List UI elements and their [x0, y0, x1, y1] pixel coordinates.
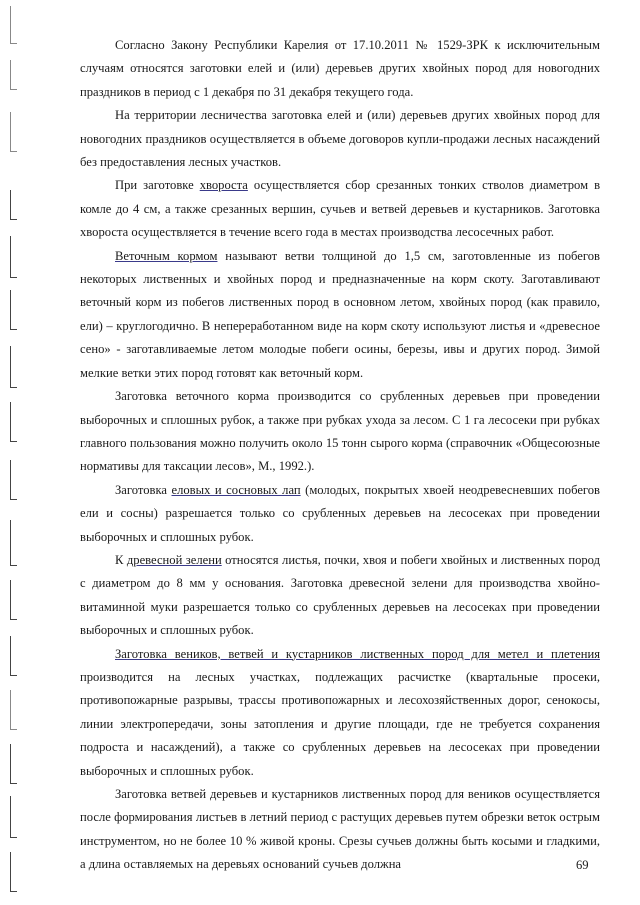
margin-tick [10, 690, 17, 730]
margin-tick [10, 236, 17, 278]
margin-tick [10, 852, 17, 892]
margin-tick [10, 60, 17, 90]
body-text [80, 34, 600, 877]
text-run: Согласно Закону Республики Карелия от 17.10.2011 № 1529-ЗРК к исключительным случаям относятся заготовки елей и (или) деревьев других хвойных пород для новогодних праздников в период с 1 декабря по 31 декабря текущего года. [80, 38, 600, 99]
paragraph [80, 34, 600, 104]
margin-tick [10, 112, 17, 152]
text-run: производится на лесных участках, подлежащих расчистке (квартальные просеки, противопожарные разрывы, трассы противопожарных и лесохозяйственных дорог, сенокосы, линии электропередачи, зоны затопления и другие площади, где не требуется сохранения подроста и насаждений), а также со срубленных деревьев на лесосеках при проведении выборочных и сплошных рубок. [80, 669, 600, 778]
margin-tick [10, 744, 17, 784]
margin-tick [10, 460, 17, 500]
text-run: Заготовка [115, 482, 172, 497]
margin-tick [10, 580, 17, 620]
margin-tick [10, 636, 17, 676]
margin-tick [10, 6, 17, 44]
text-run: К [115, 552, 127, 567]
paragraph [80, 245, 600, 385]
text-run: На территории лесничества заготовка елей и (или) деревьев других хвойных пород для новогодних праздников осуществляется в объеме договоров купли-продажи лесных насаждений без предоставления лесных участков. [80, 108, 600, 170]
paragraph [80, 174, 600, 244]
underlined-term: еловых и сосновых лап [171, 482, 301, 497]
binding-margin-marks [0, 0, 20, 905]
text-run: Заготовка ветвей деревьев и кустарников лиственных пород для веников осуществляется после формирования листьев в летний период с растущих деревьев путем обрезки веток острым инструментом, но не более 10 % живой кроны. Срезы сучьев должны быть косыми и гладкими, а длина оставляемых на деревьях оснований сучьев должна [80, 787, 600, 872]
underlined-term: древесной зелени [126, 552, 222, 567]
text-run: (молодых, покрытых хвоей неодревесневших побегов ели и сосны) разрешается только со срубленных деревьев на лесосеках при проведении выборочных и сплошных рубок. [80, 482, 600, 544]
page-number: 69 [576, 858, 589, 872]
margin-tick [10, 346, 17, 388]
paragraph [80, 783, 600, 877]
paragraph [80, 104, 600, 174]
text-run: относятся листья, почки, хвоя и побеги хвойных и лиственных пород с диаметром до 8 мм у основания. Заготовка древесной зелени для производства хвойно-витаминной муки разрешается только со срубленных деревьев на лесосеках при проведении выборочных и сплошных рубок. [80, 552, 601, 638]
paragraph [80, 549, 600, 643]
margin-tick [10, 290, 17, 330]
text-run: При заготовке [115, 178, 200, 193]
underlined-term: хвороста [199, 178, 248, 193]
margin-tick [10, 402, 17, 442]
underlined-term: Заготовка веников, ветвей и кустарников лиственных пород для метел и плетения [115, 646, 600, 661]
paragraph [80, 385, 600, 479]
margin-tick [10, 520, 17, 566]
paragraph [80, 479, 600, 549]
text-run: называют ветви толщиной до 1,5 см, заготовленные из побегов некоторых лиственных и хвойных пород и предназначенные на корм скоту. Заготавливают веточный корм из побегов лиственных пород в основном летом, хвойных пород (как правило, ели) – круглогодично. В непереработанном виде на корм скоту используют листья и «древесное сено» - заготавливаемые летом молодые побеги осины, березы, ивы и других пород. Зимой мелкие ветки этих пород готовят как веточный корм. [80, 248, 600, 380]
paragraph [80, 643, 600, 783]
underlined-term: Веточным кормом [115, 248, 218, 263]
text-run: Заготовка веточного корма производится со срубленных деревьев при проведении выборочных и сплошных рубок, а также при рубках ухода за лесом. С 1 га лесосеки при рубках главного пользования можно получить около 15 тонн сырого корма (справочник «Общесоюзные нормативы для таксации лесов», М., 1992.). [80, 389, 600, 474]
margin-tick [10, 190, 17, 220]
margin-tick [10, 796, 17, 838]
text-run: осуществляется сбор срезанных тонких стволов диаметром в комле до 4 см, а также срезанных вершин, сучьев и ветвей деревьев и кустарников. Заготовка хвороста осуществляется в течение всего года в местах производства лесосечных работ. [80, 178, 601, 240]
